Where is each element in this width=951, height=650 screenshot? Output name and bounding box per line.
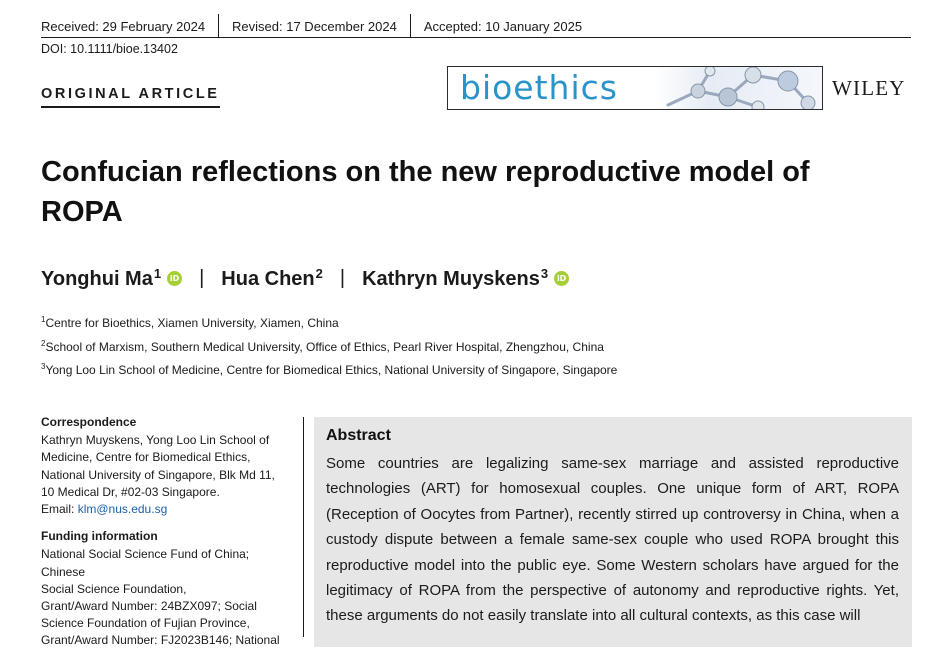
author-name[interactable]: Kathryn Muyskens$^3$ [362, 266, 549, 290]
column-divider [303, 417, 304, 637]
abstract-text: Some countries are legalizing same-sex marriage and assisted reproductive technologies (ART) for homosexual couples. One unique form of ART, ROPA (Reception of Oocytes from Partner), recently stirred up controversy in China, when a custody dispute between a female same-sex couple who used ROPA brought this reproductive model into the public eye. Some Western scholars have argued for the legitimacy of ROPA from the perspective of autonomy and reproductive rights. Yet, these arguments do not easily translate into all cultural contexts, as this case will [326, 455, 899, 625]
orcid-icon[interactable]: iD [554, 271, 569, 286]
abstract-heading: Abstract [326, 427, 391, 444]
correspondence-email-line: Email: klm@nus.edu.sg [41, 502, 168, 517]
accepted-date: Accepted: 10 January 2025 [423, 18, 583, 34]
affiliation: $^1$Centre for Bioethics, Xiamen University, Xiamen, China [41, 315, 339, 330]
journal-banner [447, 66, 823, 110]
publication-dates [41, 14, 911, 38]
publisher-logo[interactable]: WILEY [832, 76, 906, 100]
header-rule [41, 37, 911, 38]
date-divider [218, 14, 219, 38]
correspondence-text: Kathryn Muyskens, Yong Loo Lin School of Medicine, Centre for Biomedical Ethics, National University of Singapore, Blk Md 11, 10 Medical Dr, #02-03 Singapore. [41, 433, 275, 499]
received-date: Received: 29 February 2024 [41, 18, 206, 34]
date-divider [410, 14, 411, 38]
molecule-graphic [658, 67, 823, 110]
email-link[interactable]: klm@nus.edu.sg [77, 502, 168, 517]
funding-text: National Social Science Fund of China; Chinese Social Science Foundation, Grant/Award Number: 24BZX097; Social Science Foundation of Fujian Province, Grant/Award Number: FJ2023B146; National [41, 547, 280, 648]
article-type: ORIGINAL ARTICLE [41, 86, 220, 108]
author-name[interactable]: Hua Chen$^2$ [221, 266, 323, 290]
article-title: Confucian reflections on the new reproductive model of ROPA [41, 156, 810, 228]
journal-name: bioethics [460, 68, 618, 107]
revised-date: Revised: 17 December 2024 [232, 18, 397, 34]
funding-section [41, 528, 296, 649]
author-separator: | [339, 267, 346, 289]
funding-heading: Funding information [41, 529, 158, 544]
author-separator: | [199, 267, 205, 289]
affiliation: $^3$Yong Loo Lin School of Medicine, Centre for Biomedical Ethics, National University of Singapore, Singapore [41, 362, 618, 377]
affiliation: $^2$School of Marxism, Southern Medical University, Office of Ethics, Pearl River Hospital, Zhengzhou, China [41, 339, 604, 354]
author-name[interactable]: Yonghui Ma$^1$ [41, 266, 162, 290]
orcid-icon[interactable]: iD [167, 271, 182, 286]
author-list [41, 266, 569, 291]
doi[interactable]: DOI: 10.1111/bioe.13402 [41, 42, 178, 56]
correspondence-heading: Correspondence [41, 415, 137, 429]
article-sidebar [41, 414, 296, 650]
